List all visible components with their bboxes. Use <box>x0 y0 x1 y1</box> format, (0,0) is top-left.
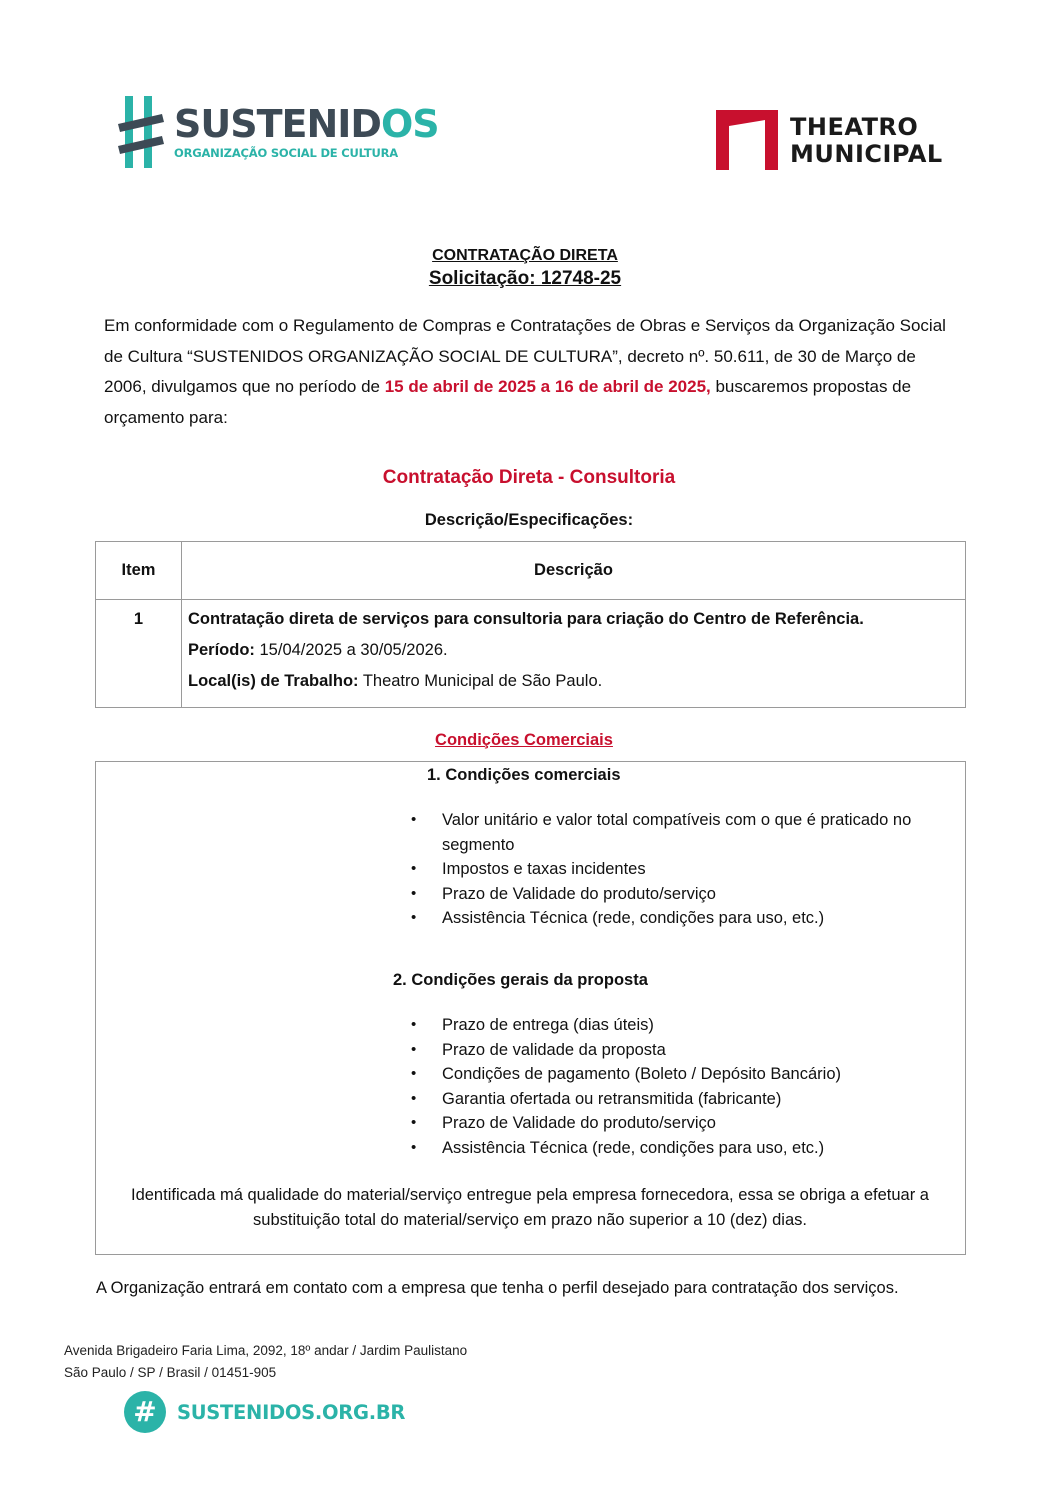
conditions-section2-heading: 2. Condições gerais da proposta <box>393 971 648 989</box>
sustenidos-logo <box>118 94 439 174</box>
period-highlight: 15 de abril de 2025 a 16 de abril de 2025, <box>384 377 711 396</box>
conditions-section2-list <box>411 1013 956 1160</box>
list-item: • Prazo de validade da proposta <box>411 1038 956 1063</box>
footer-address-line2: São Paulo / SP / Brasil / 01451-905 <box>64 1365 277 1380</box>
header-item: Item <box>96 542 182 600</box>
intro-paragraph: Em conformidade com o Regulamento de Compras e Contratações de Obras e Serviços da Organização Social de Cultura “SUSTENIDOS ORGANIZAÇÃO SOCIAL DE CULTURA”, decreto nº. 50.611, de 30 de Março de 2006, divulgamos que no período de 15 de abril de 2025 a 16 de abril de 2025, buscaremos propostas de orçamento para: <box>104 316 946 427</box>
list-item: • Prazo de Validade do produto/serviço <box>411 882 956 907</box>
request-number: Solicitação: 12748-25 <box>428 268 622 289</box>
document-title: CONTRATAÇÃO DIRETA <box>432 247 618 264</box>
conditions-title: Condições Comerciais <box>435 731 613 749</box>
list-item: • Condições de pagamento (Boleto / Depósito Bancário) <box>411 1062 956 1087</box>
list-item: • Prazo de Validade do produto/serviço <box>411 1111 956 1136</box>
hash-logo-icon <box>118 94 166 170</box>
spec-table <box>95 541 966 708</box>
item-description: Contratação direta de serviços para consultoria para criação do Centro de Referência. <box>188 610 864 628</box>
list-item: • Assistência Técnica (rede, condições para uso, etc.) <box>411 1136 956 1161</box>
theatro-municipal-logo <box>716 108 956 174</box>
theatro-arch-icon <box>716 108 778 170</box>
theatro-line1: THEATRO <box>790 113 919 141</box>
item-period: Período: 15/04/2025 a 30/05/2026. <box>188 641 448 659</box>
hash-circle-icon: # <box>124 1391 166 1433</box>
list-item: • Valor unitário e valor total compatíveis com o que é praticado no segmento <box>411 808 956 857</box>
list-item: • Prazo de entrega (dias úteis) <box>411 1013 956 1038</box>
table-row <box>96 600 966 708</box>
conditions-section1-list <box>411 808 956 931</box>
footer-website: SUSTENIDOS.ORG.BR <box>177 1401 406 1424</box>
spec-heading: Descrição/Especificações: <box>424 511 634 529</box>
closing-statement: A Organização entrará em contato com a empresa que tenha o perfil desejado para contratação dos serviços. <box>96 1279 899 1297</box>
list-item: • Impostos e taxas incidentes <box>411 857 956 882</box>
conditions-note: Identificada má qualidade do material/serviço entregue pela empresa fornecedora, essa se obriga a efetuar a substituição total do material/serviço em prazo não superior a 10 (dez) dias. <box>131 1186 929 1229</box>
table-header-row <box>96 542 966 600</box>
list-item: • Assistência Técnica (rede, condições para uso, etc.) <box>411 906 956 931</box>
item-description-cell <box>182 600 966 708</box>
sustenidos-tagline: ORGANIZAÇÃO SOCIAL DE CULTURA <box>174 146 398 160</box>
sustenidos-wordmark: SUSTENIDOS <box>174 102 439 146</box>
theatro-line2: MUNICIPAL <box>790 140 943 168</box>
footer-website-logo <box>124 1391 406 1435</box>
section-title: Contratação Direta - Consultoria <box>382 467 676 488</box>
item-number: 1 <box>96 600 182 708</box>
conditions-section1-heading: 1. Condições comerciais <box>427 766 621 784</box>
list-item: • Garantia ofertada ou retransmitida (fabricante) <box>411 1087 956 1112</box>
footer-address-line1: Avenida Brigadeiro Faria Lima, 2092, 18º andar / Jardim Paulistano <box>64 1343 468 1358</box>
item-location: Local(is) de Trabalho: Theatro Municipal de São Paulo. <box>188 672 603 690</box>
header-description: Descrição <box>182 542 966 600</box>
